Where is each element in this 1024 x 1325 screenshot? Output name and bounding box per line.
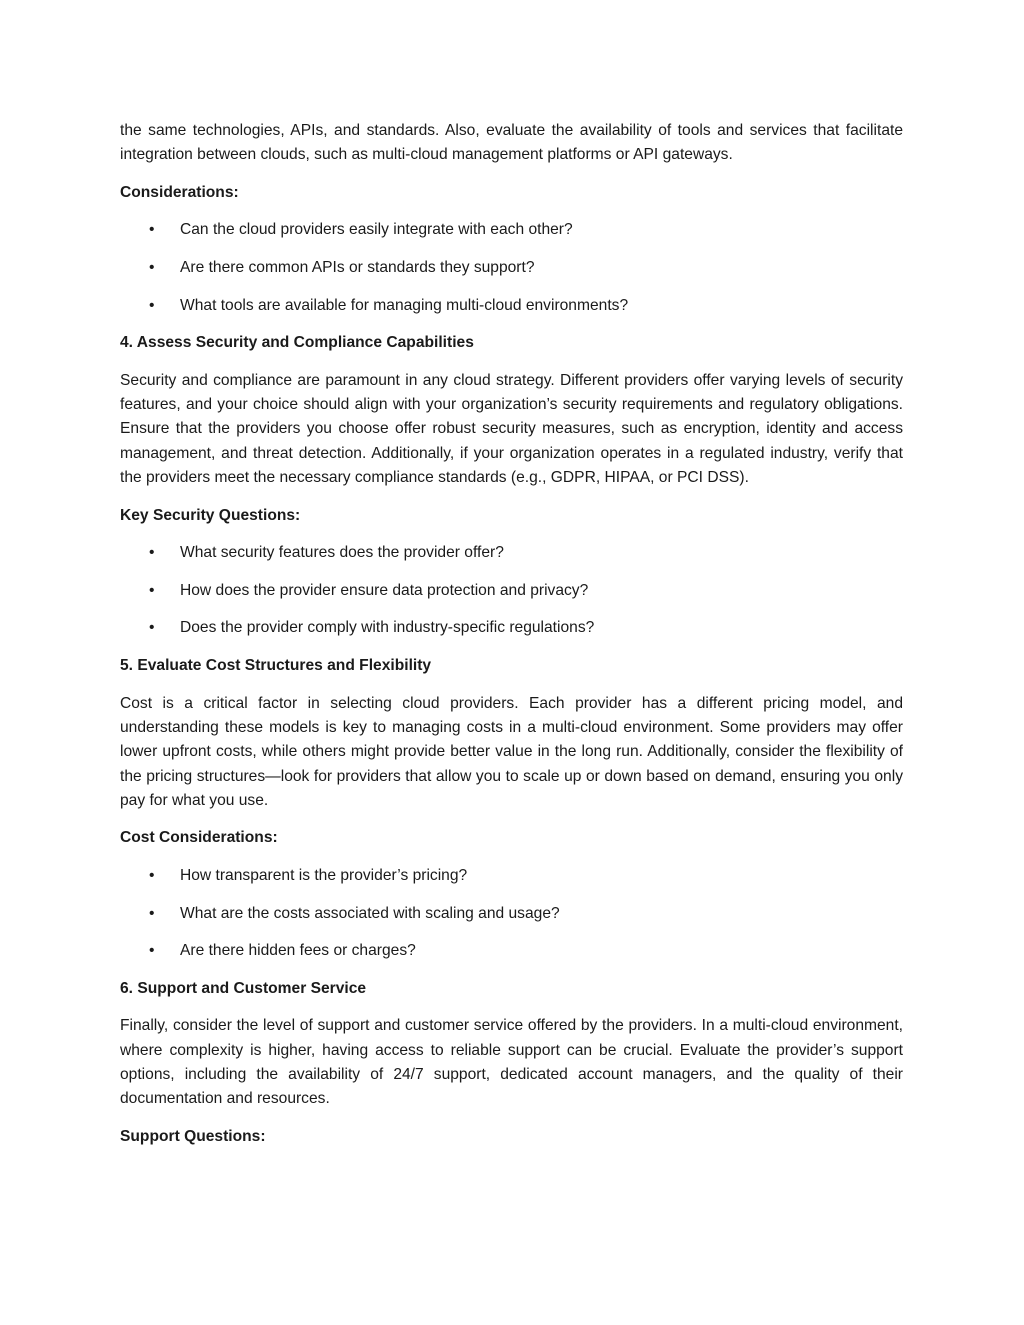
bullet-icon: • (149, 296, 155, 314)
intro-paragraph: the same technologies, APIs, and standards. Also, evaluate the availability of tools and services that facilitate integration between clouds, such as multi-cloud management platforms or API gateways. (120, 122, 903, 164)
bullet-icon: • (149, 581, 155, 599)
list-item: • How transparent is the provider’s pricing? (120, 864, 903, 888)
list-item: • Does the provider comply with industry-specific regulations? (120, 616, 903, 640)
section-5-paragraph: Cost is a critical factor in selecting cloud providers. Each provider has a different pricing model, and understanding these models is key to managing costs in a multi-cloud environment. Some providers may offer lower upfront costs, while others might provide better value in the long run. Additionally, consider the flexibility of the pricing structures—look for providers that allow you to scale up or down based on demand, ensuring you only pay for what you use. (120, 694, 903, 809)
document-page (120, 119, 903, 1162)
cost-considerations-heading: Cost Considerations: (120, 829, 278, 847)
bullet-icon: • (149, 942, 155, 960)
security-questions-list (120, 541, 903, 640)
section-4-heading: 4. Assess Security and Compliance Capabilities (120, 334, 474, 352)
cost-considerations-list (120, 864, 903, 963)
key-security-questions-heading: Key Security Questions: (120, 506, 301, 524)
list-item: • How does the provider ensure data protection and privacy? (120, 579, 903, 603)
list-item: • What are the costs associated with scaling and usage? (120, 902, 903, 926)
bullet-icon: • (149, 619, 155, 637)
bullet-icon: • (149, 866, 155, 884)
bullet-icon: • (149, 221, 155, 239)
bullet-icon: • (149, 904, 155, 922)
list-item: • Are there hidden fees or charges? (120, 939, 903, 963)
considerations-heading: Considerations: (120, 183, 239, 201)
section-6-heading: 6. Support and Customer Service (120, 979, 367, 997)
section-4-paragraph: Security and compliance are paramount in any cloud strategy. Different providers offer varying levels of security features, and your choice should align with your organization’s security requirements and regulatory obligations. Ensure that the providers you choose offer robust security measures, such as encryption, identity and access management, and threat detection. Additionally, if your organization operates in a regulated industry, verify that the providers meet the necessary compliance standards (e.g., GDPR, HIPAA, or PCI DSS). (120, 371, 903, 487)
list-item: • What security features does the provider offer? (120, 541, 903, 565)
bullet-icon: • (149, 259, 155, 277)
list-item: • Can the cloud providers easily integrate with each other? (120, 218, 903, 242)
considerations-list (120, 218, 903, 317)
section-5-heading: 5. Evaluate Cost Structures and Flexibility (120, 657, 432, 675)
list-item: • What tools are available for managing multi-cloud environments? (120, 294, 903, 318)
section-6-paragraph: Finally, consider the level of support and customer service offered by the providers. In a multi-cloud environment, where complexity is higher, having access to reliable support can be crucial. Evaluate the provider’s support options, including the availability of 24/7 support, dedicated account managers, and the quality of their documentation and resources. (120, 1017, 903, 1108)
bullet-icon: • (149, 544, 155, 562)
support-questions-heading: Support Questions: (120, 1127, 266, 1145)
list-item: • Are there common APIs or standards they support? (120, 256, 903, 280)
